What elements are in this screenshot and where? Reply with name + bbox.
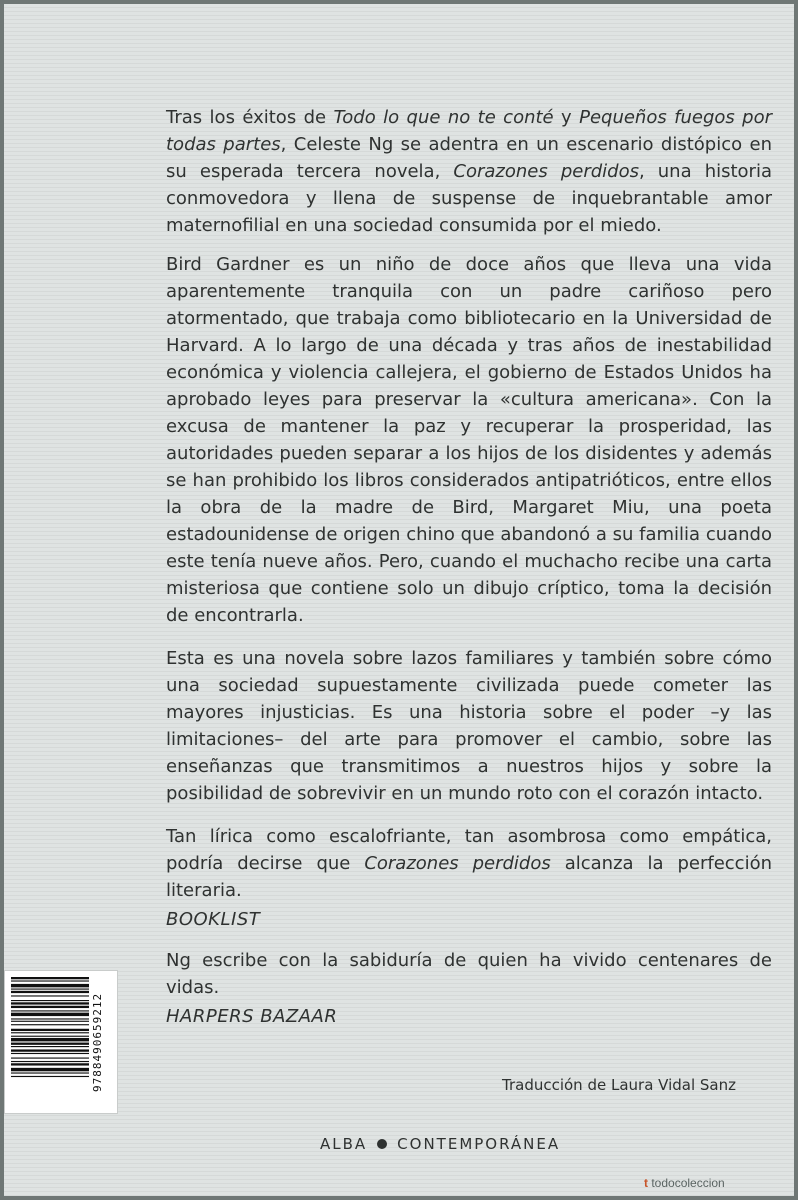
publisher-imprint <box>320 1135 560 1153</box>
barcode-bars-icon <box>11 977 89 1107</box>
collection-name: CONTEMPORÁNEA <box>397 1135 561 1153</box>
blurb-text <box>166 104 772 1030</box>
publisher-name: ALBA <box>320 1135 368 1153</box>
review-source-2: HARPERS BAZAAR <box>166 1006 338 1027</box>
isbn-barcode <box>4 970 118 1114</box>
watermark-text: todocoleccion <box>651 1176 725 1190</box>
translator-credit: Traducción de Laura Vidal Sanz <box>502 1076 737 1094</box>
review-quote-1: Tan lírica como escalofriante, tan asombrosa como empática, podría decirse que Corazones perdidos alcanza la perfección literaria. <box>166 826 773 901</box>
blurb-paragraph-3: Esta es una novela sobre lazos familiares y también sobre cómo una sociedad supuestamente civilizada puede cometer las mayores injusticias. Es una historia sobre el poder –y las limitaciones– del arte para promover el cambio, sobre las enseñanzas que transmitimos a nuestros hijos y sobre la posibilidad de sobrevivir en un mundo roto con el corazón intacto. <box>166 648 772 804</box>
bullet-dot-icon <box>377 1139 387 1149</box>
blurb-paragraph-1: Tras los éxitos de Todo lo que no te conté y Pequeños fuegos por todas partes, Celeste Ng se adentra en un escenario distópico en su esperada tercera novela, Corazones perdidos, una historia conmovedora y llena de suspense de inquebrantable amor maternofilial en una sociedad consumida por el miedo. <box>166 107 773 236</box>
review-quote-2: Ng escribe con la sabiduría de quien ha vivido centenares de vidas. <box>166 950 772 998</box>
watermark <box>644 1176 725 1190</box>
blurb-paragraph-2: Bird Gardner es un niño de doce años que lleva una vida aparentemente tranquila con un padre cariñoso pero atormentado, que trabaja como bibliotecario en la Universidad de Harvard. A lo largo de una década y tras años de inestabilidad económica y violencia callejera, el gobierno de Estados Unidos ha aprobado leyes para preservar la «cultura americana». Con la excusa de mantener la paz y recuperar la prosperidad, las autoridades pueden separar a los hijos de los disidentes y además se han prohibido los libros considerados antipatrióticos, entre ellos la obra de la madre de Bird, Margaret Miu, una poeta estadounidense de origen chino que abandonó a su familia cuando este tenía nueve años. Pero, cuando el muchacho recibe una carta misteriosa que contiene solo un dibujo críptico, toma la decisión de encontrarla. <box>166 254 772 626</box>
book-back-cover <box>4 4 794 1196</box>
todocoleccion-logo-icon: t <box>644 1176 648 1190</box>
barcode-digits: 9788490659212 <box>91 992 104 1092</box>
review-source-1: BOOKLIST <box>166 909 261 930</box>
